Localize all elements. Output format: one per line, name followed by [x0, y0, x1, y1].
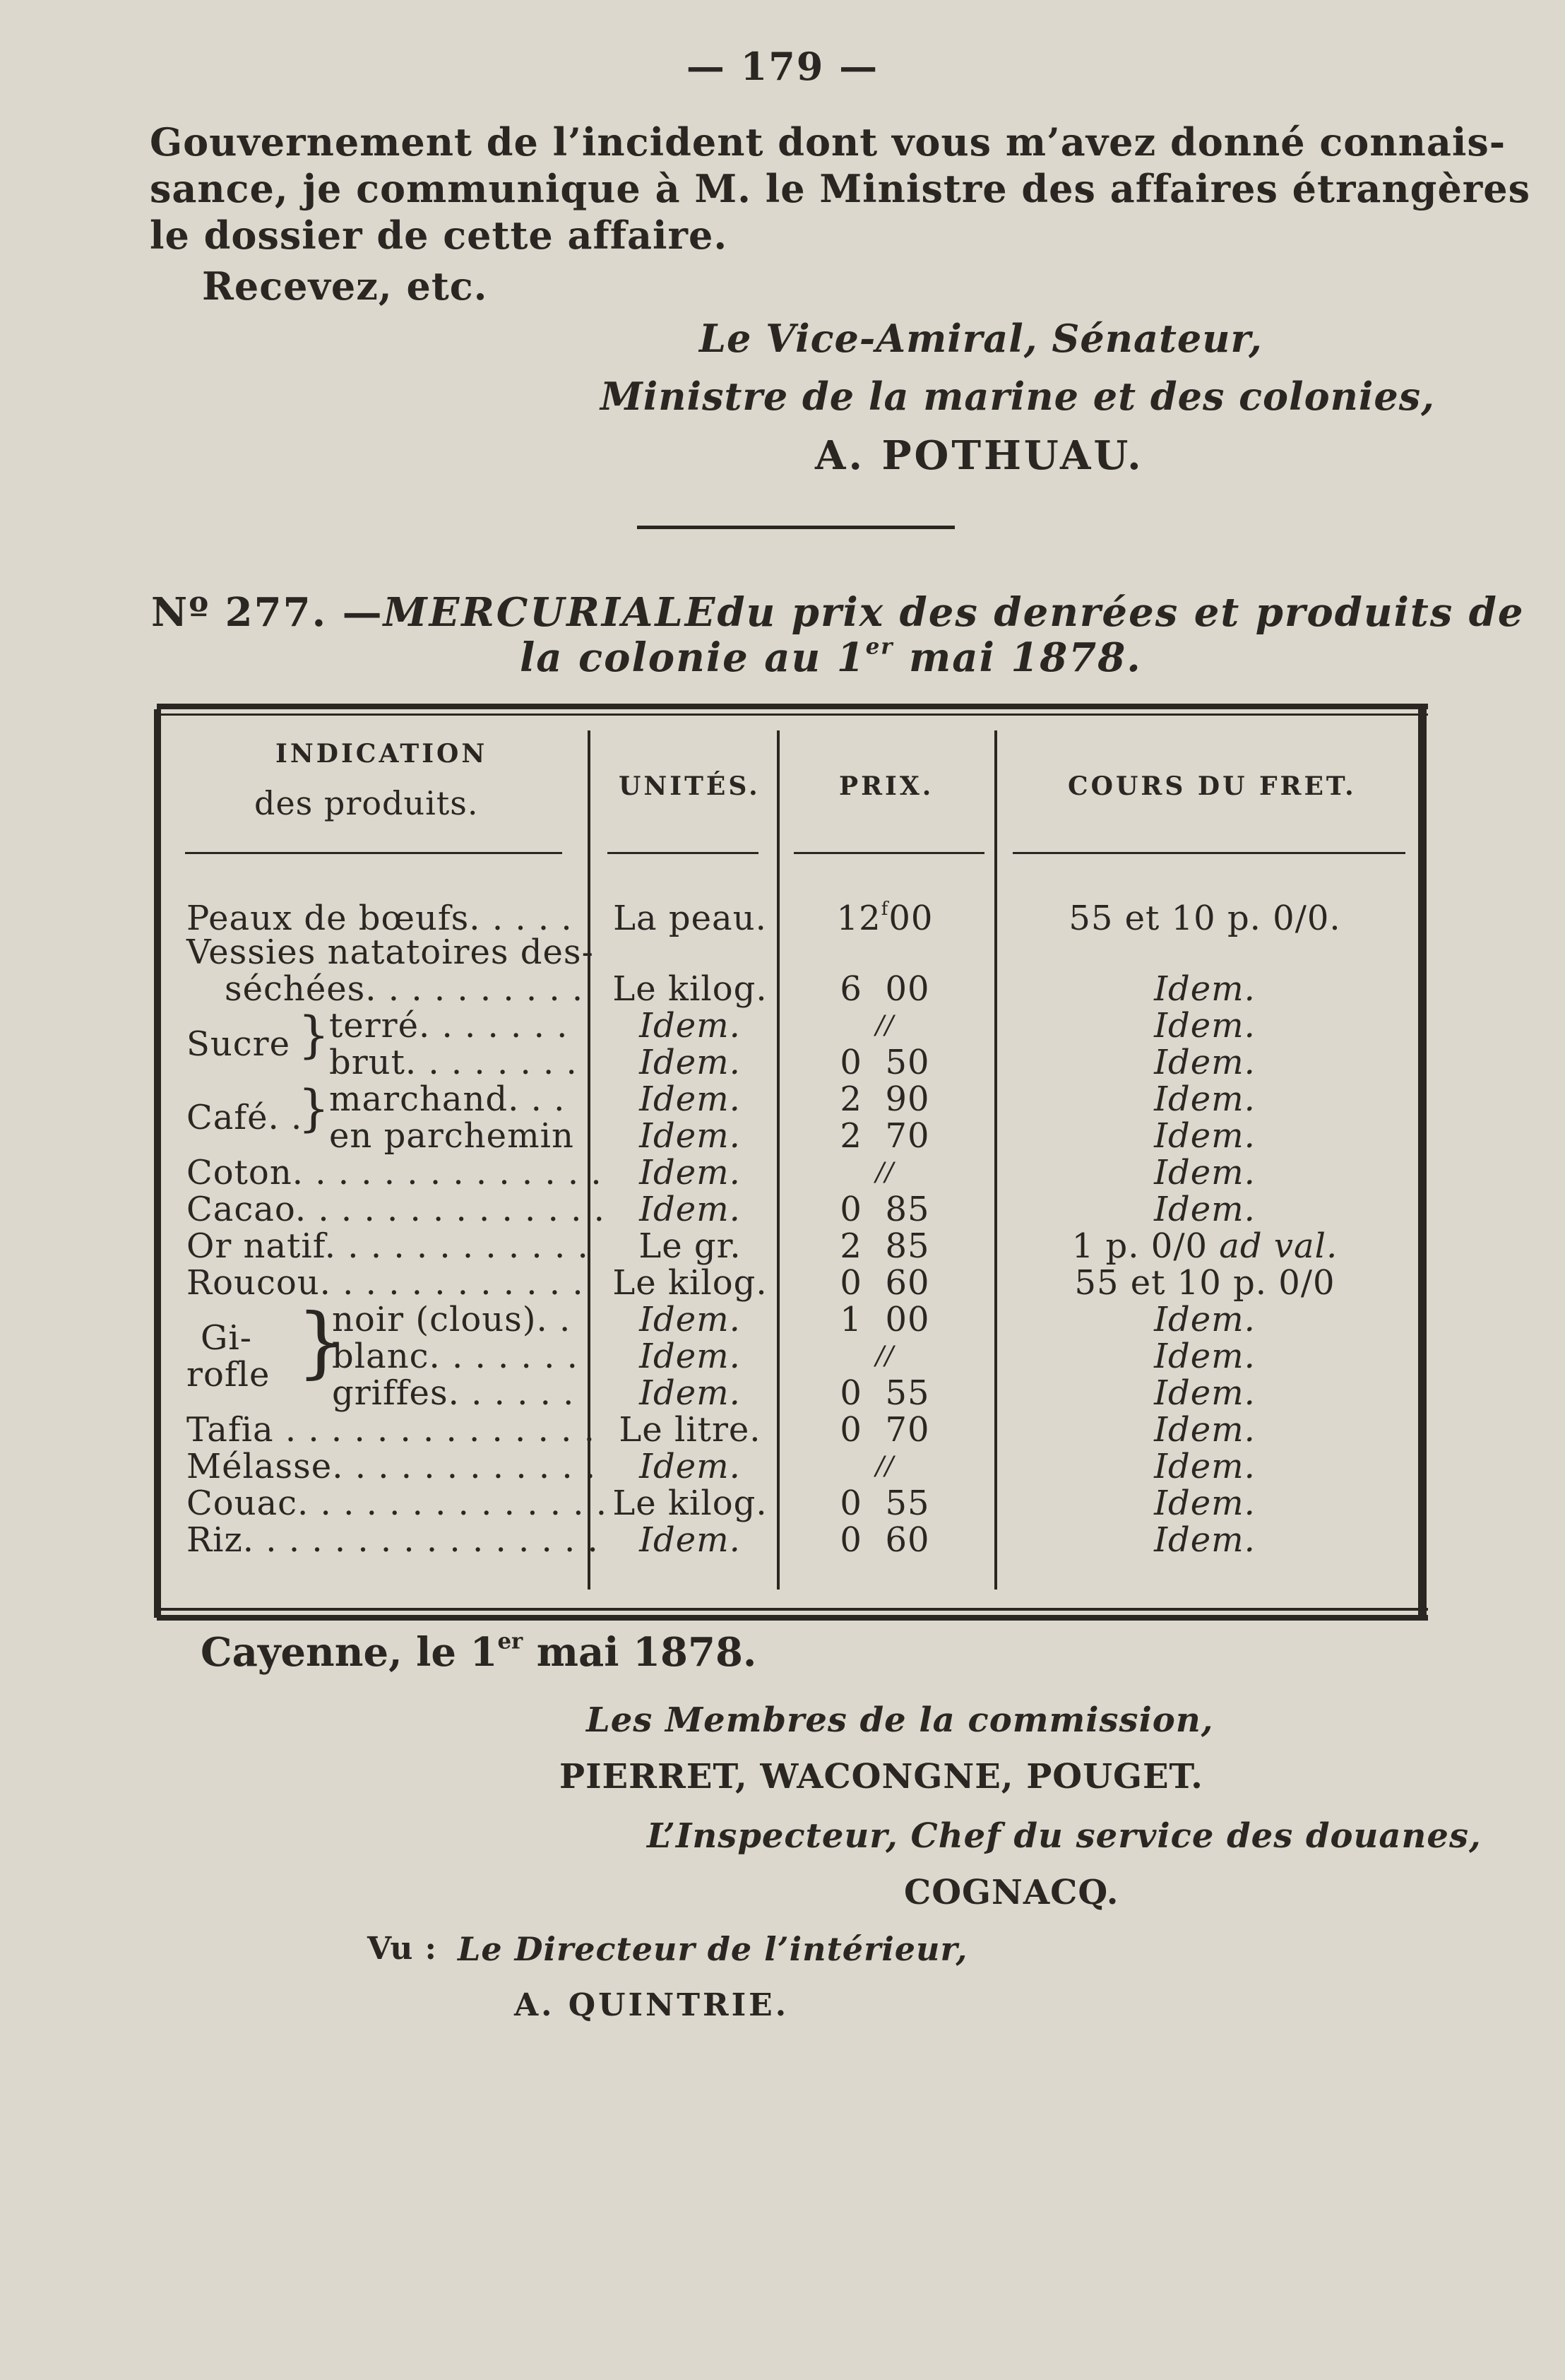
- fret-row-4: Idem.: [1154, 1043, 1256, 1082]
- prix-row-9: 2 85: [840, 1226, 930, 1266]
- prix-row-17: 0 60: [840, 1520, 930, 1560]
- label-peaux: Peaux de bœufs. . . . .: [186, 899, 573, 938]
- unite-row-12: Idem.: [639, 1337, 741, 1376]
- unite-row-7: Idem.: [639, 1153, 741, 1192]
- unite-row-4: Idem.: [639, 1043, 741, 1082]
- header-underline-3: [794, 852, 984, 854]
- unite-row-13: Idem.: [639, 1373, 741, 1413]
- fret-row-6: Idem.: [1154, 1116, 1256, 1156]
- label-roucou: Roucou. . . . . . . . . . . .: [186, 1263, 584, 1303]
- header-des-produits: des produits.: [254, 784, 479, 822]
- label-sucre-brut: brut. . . . . . . .: [329, 1043, 578, 1082]
- section-label: MERCURIALE: [383, 589, 718, 636]
- table-right-border: [1418, 709, 1427, 1618]
- page-number: — 179 —: [686, 44, 879, 89]
- prix-row-6: 2 70: [840, 1116, 930, 1156]
- label-riz: Riz. . . . . . . . . . . . . . . .: [186, 1520, 599, 1560]
- signature-title-2: Ministre de la marine et des colonies,: [600, 374, 1435, 419]
- fret-row-13: Idem.: [1154, 1373, 1256, 1413]
- unite-row-5: Idem.: [639, 1079, 741, 1119]
- header-underline-2: [607, 852, 758, 854]
- prix-row-8: 0 85: [840, 1190, 930, 1229]
- unite-row-15: Idem.: [639, 1447, 741, 1486]
- section-heading-rest: du prix des denrées et produits de: [717, 589, 1525, 636]
- unite-row-17: Idem.: [639, 1520, 741, 1560]
- label-vessies-2: séchées. . . . . . . . . .: [225, 969, 584, 1009]
- table-top-border-inner: [157, 714, 1428, 716]
- prix-row-15: //: [875, 1452, 895, 1481]
- table-bottom-border-inner: [157, 1608, 1428, 1611]
- prix-row-4: 0 50: [840, 1043, 930, 1082]
- label-girofle-noir: noir (clous). .: [332, 1300, 571, 1339]
- fret-row-3: Idem.: [1154, 1006, 1256, 1046]
- label-tafia: Tafia . . . . . . . . . . . . . .: [186, 1410, 595, 1450]
- fret-row-14: Idem.: [1154, 1410, 1256, 1450]
- section-heading-line-1: [151, 589, 1525, 636]
- label-coton: Coton. . . . . . . . . . . . . .: [186, 1153, 602, 1192]
- header-cours-du-fret: COURS DU FRET.: [1068, 771, 1357, 801]
- fret-row-15: Idem.: [1154, 1447, 1256, 1486]
- label-melasse: Mélasse. . . . . . . . . . . .: [186, 1447, 597, 1486]
- label-girofle-blanc: blanc. . . . . . .: [332, 1337, 578, 1376]
- fret-row-8: Idem.: [1154, 1190, 1256, 1229]
- section-heading-line-2: la colonie au 1er mai 1878.: [520, 634, 1142, 681]
- fret-row-12: Idem.: [1154, 1337, 1256, 1376]
- label-cafe-parchemin: en parchemin: [329, 1116, 574, 1156]
- fret-row-9: 1 p. 0/0 ad val.: [1071, 1226, 1338, 1266]
- prix-row-7: //: [875, 1158, 895, 1187]
- fret-row-17: Idem.: [1154, 1520, 1256, 1560]
- label-girofle-1: Gi-: [201, 1318, 252, 1358]
- fret-row-5: Idem.: [1154, 1079, 1256, 1119]
- fret-row-2: Idem.: [1154, 969, 1256, 1009]
- brace-girofle: }: [297, 1296, 346, 1387]
- prix-row-12: //: [875, 1342, 895, 1370]
- header-prix: PRIX.: [839, 771, 934, 801]
- fret-row-16: Idem.: [1154, 1484, 1256, 1523]
- column-divider-3: [994, 730, 997, 1589]
- section-number: Nº 277. —: [151, 589, 383, 636]
- prix-row-13: 0 55: [840, 1373, 930, 1413]
- signature-name-pothuau: A. POTHUAU.: [815, 432, 1144, 479]
- fret-row-11: Idem.: [1154, 1300, 1256, 1339]
- commission-names: PIERRET, WACONGNE, POUGET.: [559, 1757, 1203, 1796]
- label-sucre: Sucre: [186, 1024, 291, 1064]
- label-couac: Couac. . . . . . . . . . . . . .: [186, 1484, 607, 1523]
- unite-row-8: Idem.: [639, 1190, 741, 1229]
- separator-rule: [637, 526, 955, 529]
- label-cafe: Café. .: [186, 1098, 303, 1137]
- director-name: A. QUINTRIE.: [514, 1987, 790, 2023]
- label-girofle-2: rofle: [186, 1355, 270, 1395]
- label-sucre-terre: terré. . . . . . .: [329, 1006, 569, 1046]
- label-cafe-marchand: marchand. . .: [329, 1079, 566, 1119]
- brace-cafe: }: [298, 1079, 330, 1137]
- unite-row-16: Le kilog.: [612, 1484, 768, 1523]
- fret-row-7: Idem.: [1154, 1153, 1256, 1192]
- signature-title-1: Le Vice-Amiral, Sénateur,: [699, 316, 1263, 361]
- vu-label: Vu :: [367, 1931, 437, 1967]
- inspector-name: COGNACQ.: [904, 1873, 1119, 1912]
- intro-line-2: sance, je communique à M. le Ministre des affaires étrangères: [150, 166, 1531, 211]
- closing-line: Recevez, etc.: [202, 264, 488, 309]
- intro-paragraph: [150, 119, 1531, 259]
- prix-row-16: 0 55: [840, 1484, 930, 1523]
- director-title: Le Directeur de l’intérieur,: [458, 1930, 968, 1968]
- header-underline-4: [1013, 852, 1405, 854]
- unite-row-9: Le gr.: [638, 1226, 742, 1266]
- unite-row-6: Idem.: [639, 1116, 741, 1156]
- label-cacao: Cacao. . . . . . . . . . . . . .: [186, 1190, 605, 1229]
- place-date: Cayenne, le 1er mai 1878.: [201, 1628, 757, 1676]
- brace-sucre: }: [298, 1006, 330, 1064]
- label-vessies-1: Vessies natatoires des-: [186, 933, 594, 972]
- intro-line-3: le dossier de cette affaire.: [150, 213, 728, 258]
- fret-row-10: 55 et 10 p. 0/0: [1074, 1263, 1335, 1303]
- unite-row-1: La peau.: [613, 899, 767, 938]
- prix-row-10: 0 60: [840, 1263, 930, 1303]
- prix-row-14: 0 70: [840, 1410, 930, 1450]
- unite-row-10: Le kilog.: [612, 1263, 768, 1303]
- unite-row-14: Le litre.: [619, 1410, 761, 1450]
- prix-row-1: 12$^f$00: [836, 897, 934, 938]
- header-indication: INDICATION: [275, 739, 488, 769]
- table-top-border: [157, 704, 1428, 709]
- prix-row-5: 2 90: [840, 1079, 930, 1119]
- intro-line-1: Gouvernement de l’incident dont vous m’avez donné connais-: [150, 119, 1506, 165]
- prix-row-3: //: [875, 1011, 895, 1040]
- unite-row-3: Idem.: [639, 1006, 741, 1046]
- unite-row-11: Idem.: [639, 1300, 741, 1339]
- unite-row-2: Le kilog.: [612, 969, 768, 1009]
- header-unites: UNITÉS.: [619, 771, 761, 801]
- inspector-title: L’Inspecteur, Chef du service des douanes,: [647, 1816, 1482, 1856]
- header-underline-1: [185, 852, 562, 854]
- prix-row-11: 1 00: [840, 1300, 930, 1339]
- table-bottom-border: [157, 1615, 1428, 1621]
- label-or-natif: Or natif. . . . . . . . . . . .: [186, 1226, 589, 1266]
- fret-row-1: 55 et 10 p. 0/0.: [1069, 899, 1341, 938]
- prix-row-2: 6 00: [840, 969, 930, 1009]
- label-girofle-griffes: griffes. . . . . .: [332, 1373, 575, 1413]
- column-divider-2: [777, 730, 780, 1589]
- table-left-border: [154, 709, 161, 1618]
- commission-title: Les Membres de la commission,: [586, 1700, 1214, 1740]
